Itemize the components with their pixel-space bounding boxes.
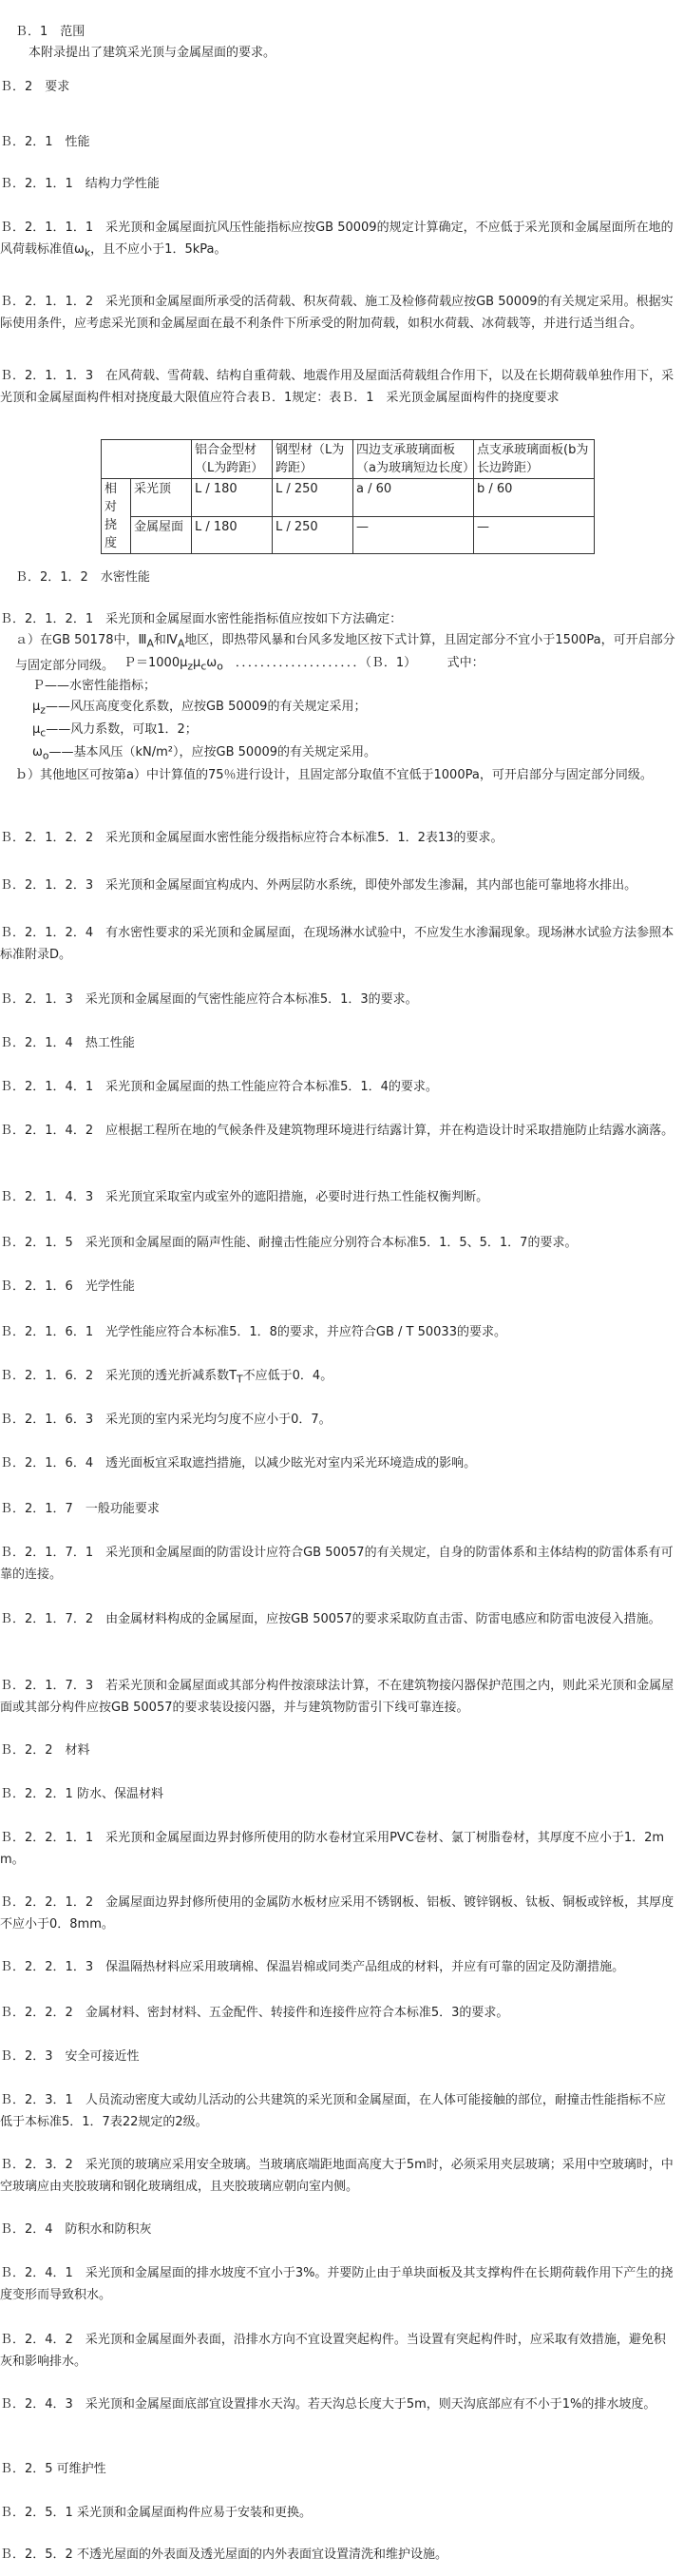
table-head-cell: 点支承玻璃面板(b为长边跨距） bbox=[474, 440, 595, 479]
section-b21-heading: Ｂ．2．1 性能 bbox=[0, 135, 90, 149]
table-cell: 采光顶 bbox=[131, 479, 192, 517]
table-row-header: 相对挠度 bbox=[102, 479, 131, 554]
table-cell: — bbox=[353, 516, 474, 554]
table-corner-cell bbox=[102, 440, 192, 479]
table-cell: L / 250 bbox=[273, 479, 353, 517]
table-cell: a / 60 bbox=[353, 479, 474, 517]
paragraph-b2121: Ｂ．2．1．2．1 采光顶和金属屋面水密性能指标值应按如下方法确定： bbox=[0, 612, 403, 626]
table-cell: 金属屋面 bbox=[131, 516, 192, 554]
paragraph-b2111: Ｂ．2．1．1．1 采光顶和金属屋面抗风压性能指标应按GB 50009的规定计算确定，不应低于采光顶和金属屋面所在地的风荷载标准值$\omega_k$，且不应小于1．5kPa。 bbox=[0, 221, 674, 260]
paragraph-b213: Ｂ．2．1．3 采光顶和金属屋面的气密性能应符合本标准5．1．3的要求。 bbox=[0, 992, 418, 1007]
table-row bbox=[102, 479, 595, 517]
table-head-cell: 铝合金型材（L为跨距） bbox=[192, 440, 273, 479]
section-b24-heading: Ｂ．2．4 防积水和防积灰 bbox=[0, 2222, 152, 2237]
section-b221-heading: Ｂ．2．2．1 防水、保温材料 bbox=[0, 1787, 163, 1801]
table-cell: L / 180 bbox=[192, 516, 273, 554]
paragraph-b2124: Ｂ．2．1．2．4 有水密性要求的采光顶和金属屋面，在现场淋水试验中，不应发生水渗漏现象。现场淋水试验方法参照本标准附录D。 bbox=[0, 926, 674, 962]
definition-uc: $\mu_c——$风力系数，可取1．2； bbox=[32, 722, 198, 740]
section-b23-heading: Ｂ．2．3 安全可接近性 bbox=[0, 2049, 140, 2064]
paragraph-b2142: Ｂ．2．1．4．2 应根据工程所在地的气候条件及建筑物理环境进行结露计算，并在构造设计时采取措施防止结露水滴落。 bbox=[0, 1124, 674, 1138]
section-b2-heading: Ｂ．2 要求 bbox=[0, 80, 70, 94]
table-cell: L / 250 bbox=[273, 516, 353, 554]
paragraph-b215: Ｂ．2．1．5 采光顶和金属屋面的隔声性能、耐撞击性能应分别符合本标准5．1．5、5．1．7的要求。 bbox=[0, 1236, 578, 1250]
section-b211-heading: Ｂ．2．1．1 结构力学性能 bbox=[0, 177, 160, 191]
paragraph-b231: Ｂ．2．3．1 人员流动密度大或幼儿活动的公共建筑的采光顶和金属屋面，在人体可能接触的部位，耐撞击性能指标不应低于本标准5．1．7表22规定的2级。 bbox=[0, 2093, 666, 2129]
paragraph-b2211: Ｂ．2．2．1．1 采光顶和金属屋面边界封修所使用的防水卷材宜采用PVC卷材、氯丁树脂卷材，其厚度不应小于1．2mm。 bbox=[0, 1831, 665, 1867]
paragraph-b2113: Ｂ．2．1．1．3 在风荷载、雪荷载、结构自重荷载、地震作用及屋面活荷载组合作用下，以及在长期荷载单独作用下，采光顶和金属屋面构件相对挠度最大限值应符合表Ｂ．1规定：表Ｂ．1 采光顶金属屋面构件的挠度要求 bbox=[0, 369, 674, 405]
table-cell: L / 180 bbox=[192, 479, 273, 517]
paragraph-b2213: Ｂ．2．2．1．3 保温隔热材料应采用玻璃棉、保温岩棉或同类产品组成的材料，并应有可靠的固定及防潮措施。 bbox=[0, 1960, 625, 1974]
paragraph-b2164: Ｂ．2．1．6．4 透光面板宜采取遮挡措施，以减少眩光对室内采光环境造成的影响。 bbox=[0, 1456, 477, 1471]
section-b212-heading: Ｂ．2．1．2 水密性能 bbox=[15, 570, 150, 585]
definition-p: Ｐ——水密性能指标； bbox=[32, 679, 157, 693]
table-head-cell: 钢型材（L为跨距） bbox=[273, 440, 353, 479]
deflection-table bbox=[101, 439, 595, 554]
section-b25-heading: Ｂ．2．5 可维护性 bbox=[0, 2462, 106, 2476]
paragraph-b2172: Ｂ．2．1．7．2 由金属材料构成的金属屋面，应按GB 50057的要求采取防直击雷、防雷电感应和防雷电波侵入措施。 bbox=[0, 1612, 661, 1626]
paragraph-b2143: Ｂ．2．1．4．3 采光顶宜采取室内或室外的遮阳措施，必要时进行热工性能权衡判断。 bbox=[0, 1190, 489, 1204]
paragraph-b243: Ｂ．2．4．3 采光顶和金属屋面底部宜设置排水天沟。若天沟总长度大于5m，则天沟底部应有不小于1%的排水坡度。 bbox=[0, 2397, 656, 2412]
section-b1-text: 本附录提出了建筑采光顶与金属屋面的要求。 bbox=[28, 46, 276, 60]
paragraph-b2112: Ｂ．2．1．1．2 采光顶和金属屋面所承受的活荷载、积灰荷载、施工及检修荷载应按GB 50009的有关规定采用。根据实际使用条件，应考虑采光顶和金属屋面在最不利条件下所承受的附加荷载，如积水荷载、冰荷载等，并进行适当组合。 bbox=[0, 295, 674, 331]
paragraph-b232: Ｂ．2．3．2 采光顶的玻璃应采用安全玻璃。当玻璃底端距地面高度大于5m时，必须采用夹层玻璃；采用中空玻璃时，中空玻璃应由夹胶玻璃和钢化玻璃组成，且夹胶玻璃应朝向室内侧。 bbox=[0, 2158, 674, 2194]
section-b217-heading: Ｂ．2．1．7 一般功能要求 bbox=[0, 1502, 160, 1516]
table-cell: — bbox=[474, 516, 595, 554]
paragraph-b222: Ｂ．2．2．2 金属材料、密封材料、五金配件、转接件和连接件应符合本标准5．3的要求。 bbox=[0, 2006, 509, 2020]
section-b22-heading: Ｂ．2．2 材料 bbox=[0, 1743, 90, 1758]
paragraph-b2121-a: ａ）在GB 50178中，$Ⅲ_A$和$Ⅳ_A$地区，即热带风暴和台风多发地区按下式计算，且固定部分不宜小于1500Pa，可开启部分与固定部分同级。 bbox=[15, 633, 675, 673]
paragraph-b251: Ｂ．2．5．1 采光顶和金属屋面构件应易于安装和更换。 bbox=[0, 2506, 312, 2520]
paragraph-b2161: Ｂ．2．1．6．1 光学性能应符合本标准5．1．8的要求，并应符合GB / T 50033的要求。 bbox=[0, 1325, 506, 1339]
section-b1-heading: Ｂ．1 范围 bbox=[15, 25, 86, 39]
paragraph-b2212: Ｂ．2．2．1．2 金属屋面边界封修所使用的金属防水板材应采用不锈钢板、铝板、镀锌钢板、钛板、铜板或锌板，其厚度不应小于0．8mm。 bbox=[0, 1895, 674, 1932]
paragraph-b2171: Ｂ．2．1．7．1 采光顶和金属屋面的防雷设计应符合GB 50057的有关规定，自身的防雷体系和主体结构的防雷体系有可靠的连接。 bbox=[0, 1546, 674, 1582]
definition-wo: $\omega_o——$基本风压（kN/m²），应按GB 50009的有关规定采用。 bbox=[32, 745, 377, 762]
paragraph-b2121-b: ｂ）其他地区可按第a）中计算值的75％进行设计，且固定部分取值不宜低于1000Pa，可开启部分与固定部分同级。 bbox=[15, 768, 653, 782]
paragraph-b2173: Ｂ．2．1．7．3 若采光顶和金属屋面或其部分构件按滚球法计算，不在建筑物接闪器保护范围之内，则此采光顶和金属屋面或其部分构件应按GB 50057的要求装设接闪器，并与建筑物防雷引下线可靠连接。 bbox=[0, 1679, 674, 1715]
paragraph-b252: Ｂ．2．5．2 不透光屋面的外表面及透光屋面的内外表面宜设置清洗和维护设施。 bbox=[0, 2547, 447, 2562]
section-b214-heading: Ｂ．2．1．4 热工性能 bbox=[0, 1036, 135, 1050]
paragraph-b242: Ｂ．2．4．2 采光顶和金属屋面外表面，沿排水方向不宜设置突起构件。当设置有突起构件时，应采取有效措施，避免积灰和影响排水。 bbox=[0, 2333, 666, 2369]
paragraph-b241: Ｂ．2．4．1 采光顶和金属屋面的排水坡度不宜小于3%。并要防止由于单块面板及其支撑构件在长期荷载作用下产生的挠度变形而导致积水。 bbox=[0, 2266, 674, 2302]
table-head-cell: 四边支承玻璃面板（a为玻璃短边长度） bbox=[353, 440, 474, 479]
section-b216-heading: Ｂ．2．1．6 光学性能 bbox=[0, 1279, 135, 1294]
paragraph-b2122: Ｂ．2．1．2．2 采光顶和金属屋面水密性能分级指标应符合本标准5．1．2表13的要求。 bbox=[0, 831, 504, 845]
formula-b1: $P=1000\mu_z\mu_c\omega_o$ ．．．．．．．．．．．．．．．．．．．．（Ｂ．1） 式中： bbox=[124, 656, 484, 673]
paragraph-b2123: Ｂ．2．1．2．3 采光顶和金属屋面宜构成内、外两层防水系统，即使外部发生渗漏，其内部也能可靠地将水排出。 bbox=[0, 878, 637, 893]
paragraph-b2141: Ｂ．2．1．4．1 采光顶和金属屋面的热工性能应符合本标准5．1．4的要求。 bbox=[0, 1080, 438, 1094]
table-row bbox=[102, 516, 595, 554]
paragraph-b2163: Ｂ．2．1．6．3 采光顶的室内采光均匀度不应小于0．7。 bbox=[0, 1413, 332, 1427]
table-header-row bbox=[102, 440, 595, 479]
definition-uz: $\mu_z——$风压高度变化系数，应按GB 50009的有关规定采用； bbox=[32, 700, 367, 717]
paragraph-b2162: Ｂ．2．1．6．2 采光顶的透光折减系数$T_T$不应低于0．4。 bbox=[0, 1369, 333, 1386]
table-cell: b / 60 bbox=[474, 479, 595, 517]
